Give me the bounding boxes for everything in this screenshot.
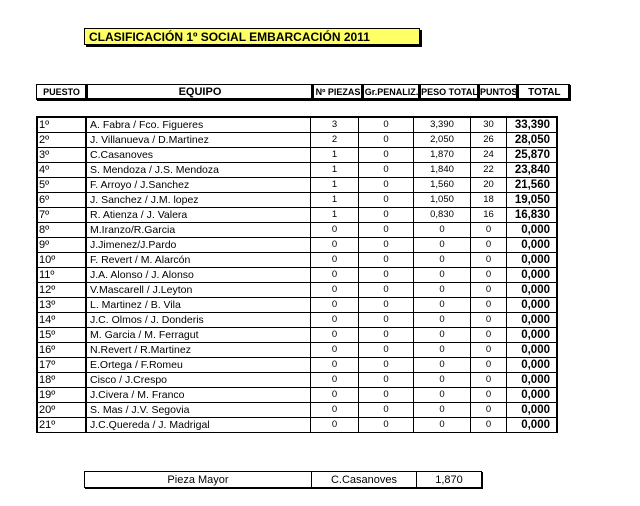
pieza-mayor-table <box>84 471 482 488</box>
table-row <box>38 178 558 193</box>
team-cell: Cisco / J.Crespo <box>87 373 311 388</box>
piezas-cell: 0 <box>311 253 359 268</box>
team-cell: N.Revert / R.Martinez <box>87 343 311 358</box>
piezas-cell: 0 <box>311 343 359 358</box>
piezas-cell: 0 <box>311 388 359 403</box>
table-row <box>38 208 558 223</box>
puntos-cell: 0 <box>471 388 507 403</box>
puntos-cell: 0 <box>471 403 507 418</box>
header-puesto: PUESTO <box>36 84 87 100</box>
puntos-cell: 20 <box>471 178 507 193</box>
table-row <box>38 388 558 403</box>
piezas-cell: 0 <box>311 298 359 313</box>
puntos-cell: 24 <box>471 148 507 163</box>
peso-cell: 1,560 <box>414 178 471 193</box>
penaliz-cell: 0 <box>359 418 414 433</box>
peso-cell: 0 <box>414 268 471 283</box>
position-cell: 19º <box>38 388 87 403</box>
table-row <box>38 283 558 298</box>
table-row <box>38 343 558 358</box>
puntos-cell: 0 <box>471 298 507 313</box>
position-cell: 12º <box>38 283 87 298</box>
penaliz-cell: 0 <box>359 268 414 283</box>
total-cell: 0,000 <box>507 223 558 238</box>
position-cell: 3º <box>38 148 87 163</box>
position-cell: 16º <box>38 343 87 358</box>
position-cell: 15º <box>38 328 87 343</box>
position-cell: 18º <box>38 373 87 388</box>
table-row <box>38 133 558 148</box>
table-row <box>38 403 558 418</box>
total-cell: 0,000 <box>507 403 558 418</box>
header-total: TOTAL <box>518 84 570 100</box>
pieza-mayor-name: C.Casanoves <box>312 472 417 487</box>
position-cell: 6º <box>38 193 87 208</box>
piezas-cell: 0 <box>311 268 359 283</box>
total-cell: 19,050 <box>507 193 558 208</box>
peso-cell: 3,390 <box>414 118 471 133</box>
team-cell: R. Atienza / J. Valera <box>87 208 311 223</box>
penaliz-cell: 0 <box>359 223 414 238</box>
piezas-cell: 1 <box>311 163 359 178</box>
puntos-cell: 0 <box>471 268 507 283</box>
piezas-cell: 0 <box>311 223 359 238</box>
penaliz-cell: 0 <box>359 148 414 163</box>
team-cell: L. Martinez / B. Vila <box>87 298 311 313</box>
peso-cell: 0 <box>414 313 471 328</box>
position-cell: 10º <box>38 253 87 268</box>
team-cell: F. Arroyo / J.Sanchez <box>87 178 311 193</box>
peso-cell: 0 <box>414 223 471 238</box>
team-cell: E.Ortega / F.Romeu <box>87 358 311 373</box>
table-row <box>38 313 558 328</box>
penaliz-cell: 0 <box>359 298 414 313</box>
pieza-mayor-weight: 1,870 <box>435 473 463 486</box>
position-cell: 2º <box>38 133 87 148</box>
penaliz-cell: 0 <box>359 163 414 178</box>
table-row <box>38 118 558 133</box>
total-cell: 0,000 <box>507 328 558 343</box>
penaliz-cell: 0 <box>359 208 414 223</box>
team-cell: J.A. Alonso / J. Alonso <box>87 268 311 283</box>
puntos-cell: 0 <box>471 223 507 238</box>
penaliz-cell: 0 <box>359 283 414 298</box>
header-peso-total: PESO TOTAL <box>420 84 479 100</box>
piezas-cell: 1 <box>311 208 359 223</box>
table-row <box>38 193 558 208</box>
piezas-cell: 0 <box>311 328 359 343</box>
peso-cell: 0,830 <box>414 208 471 223</box>
position-cell: 11º <box>38 268 87 283</box>
piezas-cell: 3 <box>311 118 359 133</box>
peso-cell: 0 <box>414 238 471 253</box>
position-cell: 17º <box>38 358 87 373</box>
puntos-cell: 0 <box>471 418 507 433</box>
puntos-cell: 0 <box>471 283 507 298</box>
team-cell: J.C.Quereda / J. Madrigal <box>87 418 311 433</box>
peso-cell: 1,840 <box>414 163 471 178</box>
puntos-cell: 22 <box>471 163 507 178</box>
team-cell: V.Mascarell / J.Leyton <box>87 283 311 298</box>
position-cell: 5º <box>38 178 87 193</box>
puntos-cell: 0 <box>471 313 507 328</box>
puntos-cell: 16 <box>471 208 507 223</box>
team-cell: J.C. Olmos / J. Donderis <box>87 313 311 328</box>
penaliz-cell: 0 <box>359 313 414 328</box>
team-cell: S. Mendoza / J.S. Mendoza <box>87 163 311 178</box>
table-row <box>38 358 558 373</box>
penaliz-cell: 0 <box>359 403 414 418</box>
penaliz-cell: 0 <box>359 358 414 373</box>
table-row <box>38 163 558 178</box>
piezas-cell: 2 <box>311 133 359 148</box>
puntos-cell: 0 <box>471 328 507 343</box>
header-piezas: Nº PIEZAS <box>313 84 363 100</box>
total-cell: 0,000 <box>507 283 558 298</box>
peso-cell: 0 <box>414 388 471 403</box>
team-cell: M.Iranzo/R.Garcia <box>87 223 311 238</box>
header-equipo: EQUIPO <box>87 84 313 100</box>
table-row <box>38 238 558 253</box>
position-cell: 7º <box>38 208 87 223</box>
total-cell: 23,840 <box>507 163 558 178</box>
team-cell: F. Revert / M. Alarcón <box>87 253 311 268</box>
total-cell: 21,560 <box>507 178 558 193</box>
total-cell: 0,000 <box>507 418 558 433</box>
ranking-table <box>36 116 558 433</box>
team-cell: J. Sanchez / J.M. lopez <box>87 193 311 208</box>
position-cell: 9º <box>38 238 87 253</box>
total-cell: 0,000 <box>507 298 558 313</box>
table-row <box>38 268 558 283</box>
piezas-cell: 0 <box>311 283 359 298</box>
team-cell: S. Mas / J.V. Segovia <box>87 403 311 418</box>
total-cell: 0,000 <box>507 373 558 388</box>
penaliz-cell: 0 <box>359 373 414 388</box>
peso-cell: 0 <box>414 418 471 433</box>
peso-cell: 0 <box>414 373 471 388</box>
header-penaliz: Gr.PENALIZ. <box>363 84 420 100</box>
total-cell: 16,830 <box>507 208 558 223</box>
piezas-cell: 1 <box>311 178 359 193</box>
puntos-cell: 0 <box>471 373 507 388</box>
table-row <box>38 298 558 313</box>
piezas-cell: 0 <box>311 418 359 433</box>
peso-cell: 1,050 <box>414 193 471 208</box>
penaliz-cell: 0 <box>359 388 414 403</box>
puntos-cell: 0 <box>471 238 507 253</box>
position-cell: 14º <box>38 313 87 328</box>
position-cell: 20º <box>38 403 87 418</box>
penaliz-cell: 0 <box>359 238 414 253</box>
total-cell: 0,000 <box>507 268 558 283</box>
peso-cell: 0 <box>414 328 471 343</box>
position-cell: 1º <box>38 118 87 133</box>
peso-cell: 0 <box>414 253 471 268</box>
piezas-cell: 0 <box>311 358 359 373</box>
team-cell: J.Civera / M. Franco <box>87 388 311 403</box>
total-cell: 28,050 <box>507 133 558 148</box>
penaliz-cell: 0 <box>359 178 414 193</box>
total-cell: 0,000 <box>507 358 558 373</box>
peso-cell: 2,050 <box>414 133 471 148</box>
team-cell: J.Jimenez/J.Pardo <box>87 238 311 253</box>
position-cell: 13º <box>38 298 87 313</box>
team-cell: J. Villanueva / D.Martinez <box>87 133 311 148</box>
total-cell: 0,000 <box>507 388 558 403</box>
team-cell: C.Casanoves <box>87 148 311 163</box>
header-row <box>36 84 570 100</box>
piezas-cell: 0 <box>311 313 359 328</box>
penaliz-cell: 0 <box>359 253 414 268</box>
position-cell: 21º <box>38 418 87 433</box>
position-cell: 4º <box>38 163 87 178</box>
penaliz-cell: 0 <box>359 133 414 148</box>
peso-cell: 0 <box>414 358 471 373</box>
peso-cell: 0 <box>414 298 471 313</box>
piezas-cell: 1 <box>311 193 359 208</box>
penaliz-cell: 0 <box>359 118 414 133</box>
team-cell: M. Garcia / M. Ferragut <box>87 328 311 343</box>
peso-cell: 0 <box>414 403 471 418</box>
puntos-cell: 0 <box>471 343 507 358</box>
piezas-cell: 0 <box>311 403 359 418</box>
peso-cell: 1,870 <box>414 148 471 163</box>
page-title: CLASIFICACIÓN 1º SOCIAL EMBARCACIÓN 2011 <box>84 28 420 45</box>
header-table <box>36 84 570 100</box>
pieza-mayor-row <box>85 472 481 487</box>
peso-cell: 0 <box>414 343 471 358</box>
total-cell: 25,870 <box>507 148 558 163</box>
puntos-cell: 26 <box>471 133 507 148</box>
total-cell: 0,000 <box>507 313 558 328</box>
table-row <box>38 328 558 343</box>
total-cell: 33,390 <box>507 118 558 133</box>
total-cell: 0,000 <box>507 343 558 358</box>
ranking-rows <box>38 118 558 433</box>
peso-cell: 0 <box>414 283 471 298</box>
penaliz-cell: 0 <box>359 343 414 358</box>
piezas-cell: 0 <box>311 373 359 388</box>
penaliz-cell: 0 <box>359 193 414 208</box>
table-row <box>38 223 558 238</box>
total-cell: 0,000 <box>507 253 558 268</box>
piezas-cell: 0 <box>311 238 359 253</box>
table-row <box>38 373 558 388</box>
team-cell: A. Fabra / Fco. Figueres <box>87 118 311 133</box>
total-cell: 0,000 <box>507 238 558 253</box>
puntos-cell: 0 <box>471 253 507 268</box>
table-row <box>38 148 558 163</box>
penaliz-cell: 0 <box>359 328 414 343</box>
table-row <box>38 253 558 268</box>
puntos-cell: 0 <box>471 358 507 373</box>
table-row <box>38 418 558 433</box>
header-puntos: PUNTOS <box>479 84 518 100</box>
pieza-mayor-label: Pieza Mayor <box>85 472 312 487</box>
position-cell: 8º <box>38 223 87 238</box>
puntos-cell: 18 <box>471 193 507 208</box>
piezas-cell: 1 <box>311 148 359 163</box>
puntos-cell: 30 <box>471 118 507 133</box>
